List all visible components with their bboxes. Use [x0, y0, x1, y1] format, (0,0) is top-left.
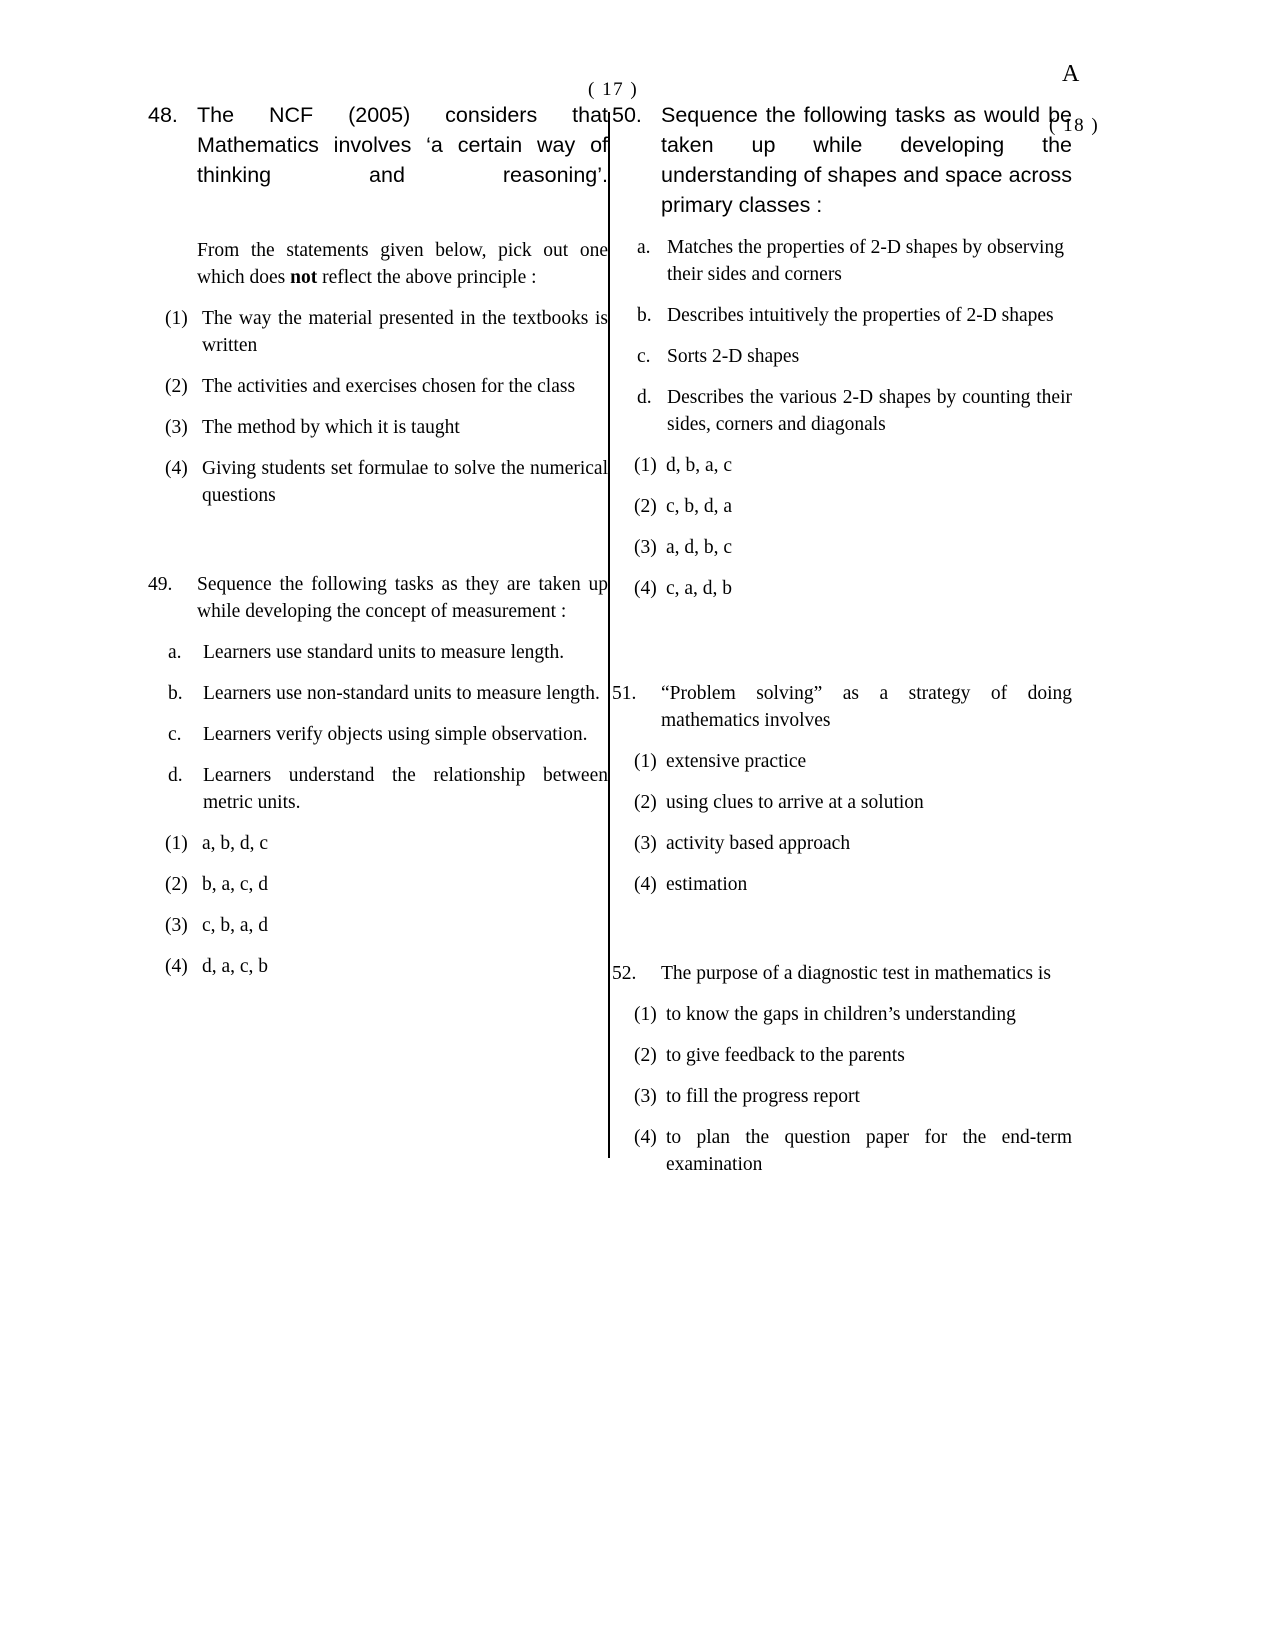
- option-text: a, d, b, c: [666, 537, 733, 558]
- question-48: [148, 100, 608, 509]
- question-50-item-c: [612, 343, 1072, 370]
- option-text: d, b, a, c: [666, 455, 733, 476]
- question-50-item-a: [612, 234, 1072, 288]
- option-text: activity based approach: [666, 833, 851, 854]
- question-48-stem: [197, 237, 608, 291]
- option-marker: (1): [165, 308, 188, 329]
- question-48-stem-part2: reflect the above principle :: [317, 267, 537, 288]
- question-50-option-3[interactable]: [612, 534, 1072, 561]
- spacer: [612, 602, 1072, 680]
- option-text: a, b, d, c: [202, 833, 269, 854]
- spacer: [148, 509, 608, 571]
- question-52-option-1[interactable]: [612, 1001, 1072, 1028]
- option-marker: (4): [634, 578, 657, 599]
- option-text: to give feedback to the parents: [666, 1045, 905, 1066]
- question-48-text: The NCF (2005) considers that Mathematics involves ‘a certain way of thinking and reasoning’.: [197, 103, 608, 187]
- option-marker: (2): [634, 496, 657, 517]
- question-48-option-2[interactable]: [148, 373, 608, 400]
- option-marker: (3): [634, 833, 657, 854]
- option-text: d, a, c, b: [202, 956, 269, 977]
- question-49-item-b: [148, 680, 608, 707]
- option-marker: (1): [165, 833, 188, 854]
- question-48-number: 48.: [148, 103, 178, 127]
- question-51-option-1[interactable]: [612, 748, 1072, 775]
- item-marker: c.: [637, 346, 651, 367]
- question-51-option-3[interactable]: [612, 830, 1072, 857]
- option-marker: (2): [165, 376, 188, 397]
- option-marker: (3): [165, 915, 188, 936]
- question-51-option-4[interactable]: [612, 871, 1072, 898]
- question-50-option-2[interactable]: [612, 493, 1072, 520]
- option-marker: (1): [634, 1004, 657, 1025]
- question-51-text: “Problem solving” as a strategy of doing mathematics involves: [661, 683, 1072, 731]
- option-text: c, b, d, a: [666, 496, 733, 517]
- option-marker: (3): [165, 417, 188, 438]
- option-marker: (4): [634, 874, 657, 895]
- option-text: The way the material presented in the textbooks is written: [202, 308, 608, 356]
- question-52-option-4[interactable]: [612, 1124, 1072, 1178]
- question-52-heading: [612, 960, 1072, 987]
- question-49-option-4[interactable]: [148, 953, 608, 980]
- option-text: The method by which it is taught: [202, 417, 460, 438]
- item-text: Learners verify objects using simple observation.: [203, 724, 588, 745]
- question-48-stem-part1: From the statements given below, pick out one which does: [197, 240, 608, 288]
- paper-code: A: [1062, 61, 1080, 87]
- option-marker: (2): [634, 1045, 657, 1066]
- option-text: Giving students set formulae to solve the numerical questions: [202, 458, 608, 506]
- option-text: c, b, a, d: [202, 915, 269, 936]
- option-text: extensive practice: [666, 751, 807, 772]
- question-50-item-b: [612, 302, 1072, 329]
- question-48-option-1[interactable]: [148, 305, 608, 359]
- option-marker: (1): [634, 455, 657, 476]
- question-50-heading: [612, 100, 1072, 220]
- question-52-number: 52.: [612, 963, 637, 984]
- option-text: c, a, d, b: [666, 578, 733, 599]
- option-marker: (4): [165, 458, 188, 479]
- page-number-left: ( 17 ): [588, 79, 639, 100]
- question-49-number: 49.: [148, 574, 173, 595]
- option-marker: (3): [634, 537, 657, 558]
- option-marker: (3): [634, 1086, 657, 1107]
- option-text: estimation: [666, 874, 748, 895]
- question-49-heading: [148, 571, 608, 625]
- item-text: Learners use non-standard units to measure length.: [203, 683, 600, 704]
- column-divider: [608, 112, 610, 1158]
- right-column: [612, 100, 1072, 1178]
- question-48-option-4[interactable]: [148, 455, 608, 509]
- item-text: Describes intuitively the properties of 2-D shapes: [667, 305, 1054, 326]
- item-text: Learners understand the relationship between metric units.: [203, 765, 608, 813]
- question-49-item-d: [148, 762, 608, 816]
- page-number-right: ( 18 ): [1049, 115, 1100, 136]
- item-marker: b.: [168, 683, 183, 704]
- item-text: Learners use standard units to measure length.: [203, 642, 565, 663]
- option-text: to know the gaps in children’s understanding: [666, 1004, 1016, 1025]
- question-52-text: The purpose of a diagnostic test in mathematics is: [661, 963, 1051, 984]
- option-marker: (2): [634, 792, 657, 813]
- left-column: [148, 100, 608, 980]
- option-marker: (4): [165, 956, 188, 977]
- item-marker: d.: [637, 387, 652, 408]
- item-marker: d.: [168, 765, 183, 786]
- question-49-item-c: [148, 721, 608, 748]
- question-50-number: 50.: [612, 103, 642, 127]
- question-48-stem-emphasis: not: [290, 267, 318, 288]
- question-52: [612, 960, 1072, 1178]
- question-48-option-3[interactable]: [148, 414, 608, 441]
- question-49: [148, 571, 608, 980]
- option-text: using clues to arrive at a solution: [666, 792, 924, 813]
- option-text: b, a, c, d: [202, 874, 269, 895]
- option-marker: (4): [634, 1127, 657, 1148]
- question-49-item-a: [148, 639, 608, 666]
- item-marker: c.: [168, 724, 182, 745]
- question-50-text: Sequence the following tasks as would be taken up while developing the understanding of shapes and space across primary classes :: [661, 103, 1072, 217]
- question-51-number: 51.: [612, 683, 637, 704]
- question-49-option-2[interactable]: [148, 871, 608, 898]
- question-50-item-d: [612, 384, 1072, 438]
- option-text: The activities and exercises chosen for the class: [202, 376, 576, 397]
- option-text: to fill the progress report: [666, 1086, 860, 1107]
- question-51: [612, 680, 1072, 898]
- option-marker: (2): [165, 874, 188, 895]
- item-marker: b.: [637, 305, 652, 326]
- question-51-option-2[interactable]: [612, 789, 1072, 816]
- item-marker: a.: [168, 642, 182, 663]
- question-48-heading: [148, 100, 608, 220]
- question-51-heading: [612, 680, 1072, 734]
- option-text: to plan the question paper for the end-term examination: [666, 1127, 1072, 1175]
- question-49-option-1[interactable]: [148, 830, 608, 857]
- option-marker: (1): [634, 751, 657, 772]
- question-49-text: Sequence the following tasks as they are taken up while developing the concept of measurement :: [197, 574, 608, 622]
- item-text: Sorts 2-D shapes: [667, 346, 800, 367]
- question-50-option-4[interactable]: [612, 575, 1072, 602]
- question-50: [612, 100, 1072, 602]
- question-52-option-2[interactable]: [612, 1042, 1072, 1069]
- item-marker: a.: [637, 237, 651, 258]
- question-49-option-3[interactable]: [148, 912, 608, 939]
- item-text: Matches the properties of 2-D shapes by observing their sides and corners: [667, 237, 1064, 285]
- question-50-option-1[interactable]: [612, 452, 1072, 479]
- question-52-option-3[interactable]: [612, 1083, 1072, 1110]
- item-text: Describes the various 2-D shapes by counting their sides, corners and diagonals: [667, 387, 1072, 435]
- spacer: [612, 898, 1072, 960]
